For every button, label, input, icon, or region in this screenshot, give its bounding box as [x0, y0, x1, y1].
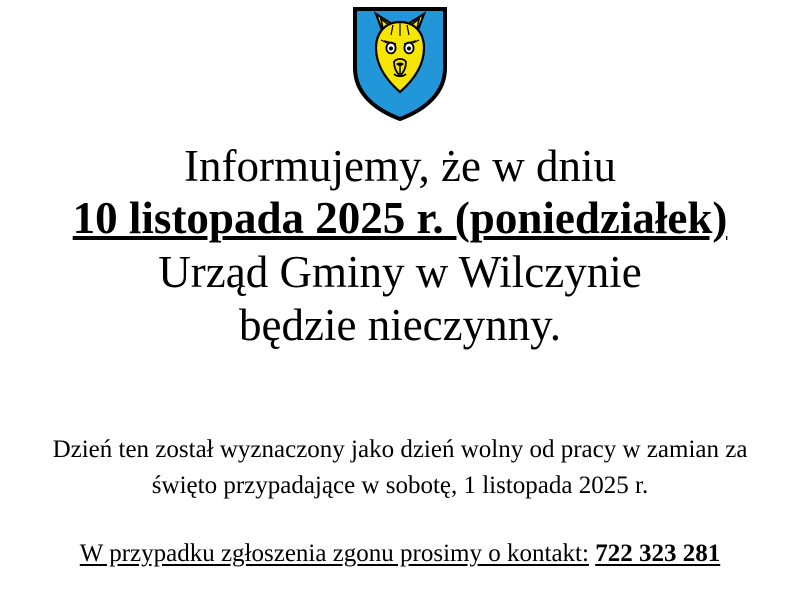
contact-text: W przypadku zgłoszenia zgonu prosimy o kontakt: — [79, 540, 589, 567]
headline-line-4: będzie nieczynny. — [239, 299, 561, 350]
announcement-paragraph — [0, 432, 800, 503]
contact-line — [0, 540, 800, 568]
headline-line-3: Urząd Gminy w Wilczynie — [158, 247, 642, 298]
contact-phone: 722 323 281 — [595, 540, 721, 567]
crest-container — [0, 6, 800, 122]
headline-line-2: 10 listopada 2025 r. (poniedziałek) — [72, 193, 728, 244]
coat-of-arms-wolf-head-shield-icon — [352, 6, 448, 122]
paragraph-line-2: święto przypadające w sobotę, 1 listopada 2025 r. — [151, 471, 649, 499]
paragraph-line-1: Dzień ten został wyznaczony jako dzień wolny od pracy w zamian za — [52, 436, 748, 463]
headline-line-1: Informujemy, że w dniu — [184, 141, 616, 191]
announcement-headline — [0, 140, 800, 351]
